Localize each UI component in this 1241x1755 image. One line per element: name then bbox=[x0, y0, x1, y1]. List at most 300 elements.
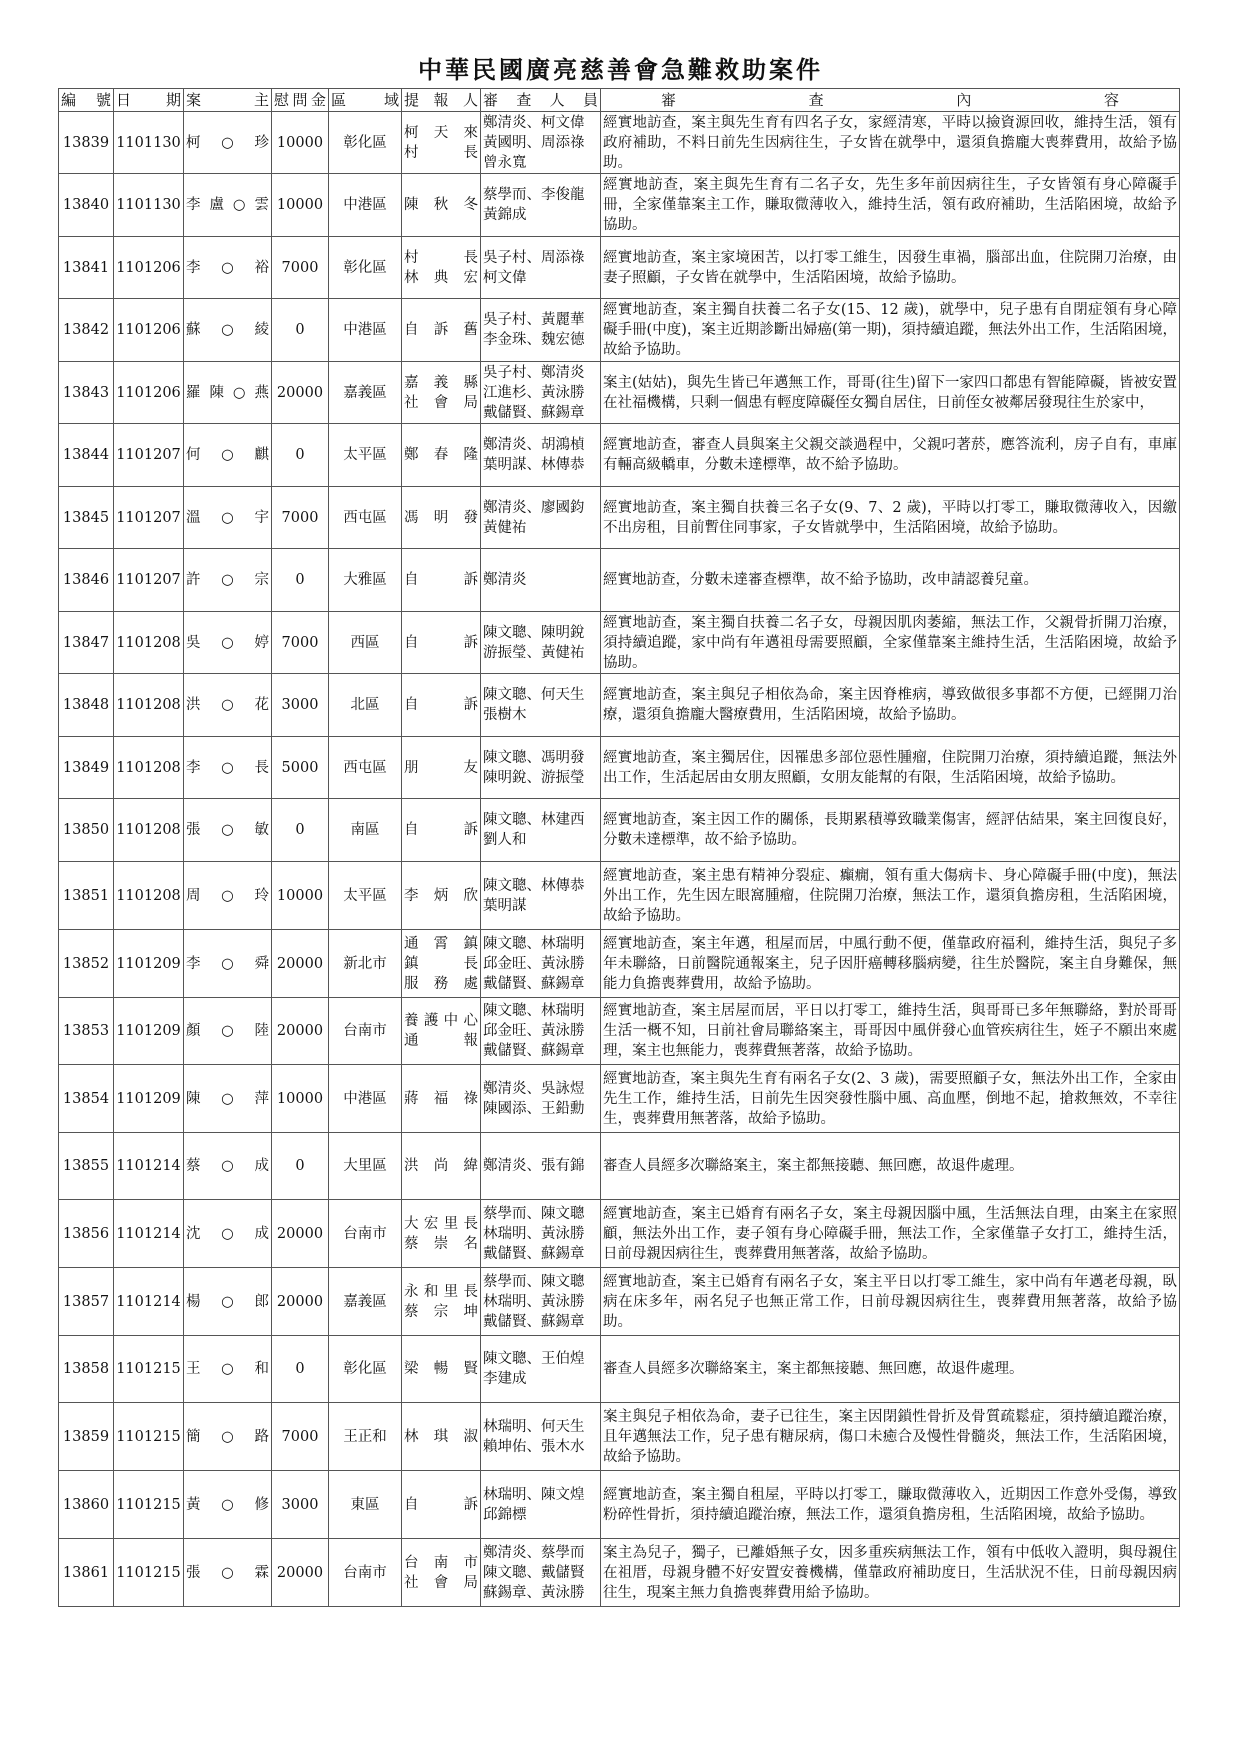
case-reporter bbox=[402, 612, 481, 674]
reviewer-line: 陳國添、王鉛勳 bbox=[483, 1100, 585, 1117]
case-client-name: 蔡○成 bbox=[184, 1133, 272, 1200]
case-amount: 10000 bbox=[272, 862, 329, 930]
case-review-detail: 案主(姑姑)，與先生皆已年邁無工作，哥哥(往生)留下一家四口都患有智能障礙，皆被安置在社福機構，只剩一個患有輕度障礙侄女獨自居住，日前侄女被鄰居發現往生於家中， bbox=[601, 362, 1180, 424]
reviewer-line: 邱錦標 bbox=[483, 1506, 527, 1523]
case-date: 1101214 bbox=[114, 1268, 184, 1336]
case-number: 13839 bbox=[59, 112, 114, 174]
case-amount: 0 bbox=[272, 1336, 329, 1403]
reporter-line: 陳秋冬 bbox=[404, 197, 478, 213]
case-reporter bbox=[402, 549, 481, 612]
case-area: 台南市 bbox=[329, 1539, 402, 1607]
header-detail: 審 查 內 容 bbox=[601, 89, 1180, 112]
case-date: 1101130 bbox=[114, 112, 184, 174]
header-name: 案 主 bbox=[184, 89, 272, 112]
table-row bbox=[59, 424, 1180, 487]
case-amount: 20000 bbox=[272, 1200, 329, 1268]
reviewer-line: 戴儲賢、蘇錫章 bbox=[483, 1313, 585, 1330]
reporter-line: 通霄鎮 bbox=[404, 935, 478, 952]
table-row bbox=[59, 299, 1180, 362]
case-reporter bbox=[402, 237, 481, 299]
case-area: 太平區 bbox=[329, 424, 402, 487]
case-area: 西屯區 bbox=[329, 737, 402, 799]
case-client-name: 楊○郎 bbox=[184, 1268, 272, 1336]
table-row bbox=[59, 487, 1180, 549]
case-review-detail: 經實地訪查，案主獨自扶養二名子女(15、12 歲)，就學中，兒子患有自閉症領有身心障礙手冊(中度)，案主近期診斷出婦癌(第一期)，須持續追蹤，無法外出工作，生活陷困境，故給予協助。 bbox=[601, 299, 1180, 362]
case-reviewers bbox=[481, 674, 601, 737]
case-review-detail: 經實地訪查，案主與先生育有二名子女，先生多年前因病往生，子女皆領有身心障礙手冊，全家僅靠案主工作，賺取微薄收入，維持生活，領有政府補助，生活陷困境，故給予協助。 bbox=[601, 174, 1180, 237]
case-client-name: 顏○陸 bbox=[184, 998, 272, 1065]
case-reporter bbox=[402, 1065, 481, 1133]
case-reviewers bbox=[481, 1471, 601, 1539]
reporter-line: 李炳欣 bbox=[404, 887, 478, 904]
case-number: 13858 bbox=[59, 1336, 114, 1403]
case-number: 13846 bbox=[59, 549, 114, 612]
reviewer-line: 林瑞明、黃泳勝 bbox=[483, 1225, 585, 1242]
table-row bbox=[59, 612, 1180, 674]
case-reporter bbox=[402, 1268, 481, 1336]
case-reviewers bbox=[481, 1336, 601, 1403]
reviewer-line: 李建成 bbox=[483, 1371, 527, 1387]
case-number: 13848 bbox=[59, 674, 114, 737]
case-area: 中港區 bbox=[329, 299, 402, 362]
reviewer-line: 蔡學而、陳文聰 bbox=[483, 1273, 585, 1290]
reporter-line: 社會局 bbox=[404, 394, 478, 411]
reviewer-line: 邱金旺、黃泳勝 bbox=[483, 955, 585, 972]
case-reporter bbox=[402, 862, 481, 930]
reporter-line: 馮明發 bbox=[404, 509, 478, 526]
case-date: 1101207 bbox=[114, 424, 184, 487]
case-reviewers bbox=[481, 487, 601, 549]
case-review-detail: 審查人員經多次聯絡案主，案主都無接聽、無回應，故退件處理。 bbox=[601, 1133, 1180, 1200]
reviewer-line: 吳子村、周添祿 bbox=[483, 249, 585, 266]
table-row bbox=[59, 1539, 1180, 1607]
reporter-line: 蔣福祿 bbox=[404, 1090, 478, 1107]
case-amount: 3000 bbox=[272, 1471, 329, 1539]
table-row bbox=[59, 362, 1180, 424]
reviewer-line: 黃健祐 bbox=[483, 519, 527, 536]
case-review-detail: 經實地訪查，案主與先生育有四名子女，家經清寒，平時以撿資源回收，維持生活，領有政府補助，不料日前先生因病往生，子女皆在就學中，還須負擔龐大喪葬費用，故給予協助。 bbox=[601, 112, 1180, 174]
case-review-detail: 經實地訪查，案主居屋而居，平日以打零工，維持生活，與哥哥已多年無聯絡，對於哥哥生活一概不知，日前社會局聯絡案主，哥哥因中風併發心血管疾病往生，姪子不願出來處理，案主也無能力，喪葬費無著落，故給予協助。 bbox=[601, 998, 1180, 1065]
case-review-detail: 經實地訪查，審查人員與案主父親交談過程中，父親叼著菸，應答流利，房子自有，車庫有輛高級轎車，分數未達標準，故不給予協助。 bbox=[601, 424, 1180, 487]
table-body bbox=[59, 112, 1180, 1607]
reviewer-line: 游振瑩、黃健祐 bbox=[483, 644, 585, 661]
table-row bbox=[59, 174, 1180, 237]
reporter-line: 嘉義縣 bbox=[404, 374, 478, 391]
case-date: 1101208 bbox=[114, 862, 184, 930]
case-number: 13860 bbox=[59, 1471, 114, 1539]
reviewer-line: 鄭清炎 bbox=[483, 572, 527, 588]
case-reviewers bbox=[481, 862, 601, 930]
case-review-detail: 經實地訪查，案主獨居住，因罹患多部位惡性腫瘤，住院開刀治療，須持續追蹤，無法外出工作，生活起居由女朋友照顧，女朋友能幫的有限，生活陷困境，故給予協助。 bbox=[601, 737, 1180, 799]
reviewer-line: 鄭清炎、胡鴻楨 bbox=[483, 437, 585, 453]
case-reporter bbox=[402, 174, 481, 237]
case-area: 中港區 bbox=[329, 174, 402, 237]
case-number: 13857 bbox=[59, 1268, 114, 1336]
reporter-line: 自 訴 bbox=[404, 822, 478, 838]
reporter-line: 服務處 bbox=[404, 975, 478, 992]
case-amount: 10000 bbox=[272, 174, 329, 237]
case-review-detail: 審查人員經多次聯絡案主，案主都無接聽、無回應，故退件處理。 bbox=[601, 1336, 1180, 1403]
case-reporter bbox=[402, 737, 481, 799]
case-date: 1101206 bbox=[114, 299, 184, 362]
reviewer-line: 鄭清炎、蔡學而 bbox=[483, 1544, 585, 1561]
case-date: 1101214 bbox=[114, 1133, 184, 1200]
reviewer-line: 陳文聰、林瑞明 bbox=[483, 1003, 585, 1019]
case-reporter bbox=[402, 1539, 481, 1607]
case-amount: 0 bbox=[272, 799, 329, 862]
case-client-name: 黃○修 bbox=[184, 1471, 272, 1539]
case-reviewers bbox=[481, 237, 601, 299]
case-reporter bbox=[402, 1471, 481, 1539]
table-row bbox=[59, 862, 1180, 930]
table-header-row bbox=[59, 89, 1180, 112]
case-reporter bbox=[402, 1200, 481, 1268]
case-amount: 7000 bbox=[272, 1403, 329, 1471]
reporter-line: 洪尚緯 bbox=[404, 1158, 478, 1174]
case-date: 1101208 bbox=[114, 674, 184, 737]
case-number: 13850 bbox=[59, 799, 114, 862]
reviewer-line: 吳子村、鄭清炎 bbox=[483, 364, 585, 381]
case-area: 大里區 bbox=[329, 1133, 402, 1200]
case-number: 13841 bbox=[59, 237, 114, 299]
case-amount: 7000 bbox=[272, 237, 329, 299]
case-review-detail: 經實地訪查，案主年邁，租屋而居，中風行動不便，僅靠政府福利，維持生活，與兒子多年未聯絡，日前醫院通報案主，兒子因肝癌轉移腦病變，往生於醫院，案主自身難保，無能力負擔喪葬費用，故給予協助。 bbox=[601, 930, 1180, 998]
reviewer-line: 鄭清炎、廖國鈞 bbox=[483, 499, 585, 516]
case-review-detail: 案主與兒子相依為命，妻子已往生，案主因閉鎖性骨折及骨質疏鬆症，須持續追蹤治療，且年邁無法工作，兒子患有糖尿病，傷口未癒合及慢性骨髓炎，無法工作，生活陷困境，故給予協助。 bbox=[601, 1403, 1180, 1471]
case-date: 1101206 bbox=[114, 362, 184, 424]
case-client-name: 王○和 bbox=[184, 1336, 272, 1403]
case-number: 13859 bbox=[59, 1403, 114, 1471]
case-review-detail: 經實地訪查，案主患有精神分裂症、癲癇，領有重大傷病卡、身心障礙手冊(中度)，無法外出工作，先生因左眼窩腫瘤，住院開刀治療，無法工作，還須負擔房租，生活陷困境，故給予協助。 bbox=[601, 862, 1180, 930]
case-reporter bbox=[402, 1403, 481, 1471]
table-row bbox=[59, 799, 1180, 862]
reviewer-line: 蘇錫章、黃泳勝 bbox=[483, 1584, 585, 1601]
reviewer-line: 葉明謀、林傳恭 bbox=[483, 457, 585, 473]
case-area: 台南市 bbox=[329, 998, 402, 1065]
table-row bbox=[59, 1133, 1180, 1200]
case-review-detail: 案主為兒子，獨子，已離婚無子女，因多重疾病無法工作，領有中低收入證明，與母親住在祖厝，母親身體不好安置安養機構，僅靠政府補助度日，生活狀況不佳，日前母親因病往生，現案主無力負擔喪葬費用給予協助。 bbox=[601, 1539, 1180, 1607]
case-area: 中港區 bbox=[329, 1065, 402, 1133]
case-number: 13847 bbox=[59, 612, 114, 674]
case-amount: 20000 bbox=[272, 1539, 329, 1607]
reporter-line: 自 訴 bbox=[404, 572, 478, 588]
case-number: 13854 bbox=[59, 1065, 114, 1133]
case-reviewers bbox=[481, 1403, 601, 1471]
case-review-detail: 經實地訪查，案主獨自扶養三名子女(9、7、2 歲)，平時以打零工，賺取微薄收入，因繳不出房租，目前暫住同事家，子女皆就學中，生活陷困境，故給予協助。 bbox=[601, 487, 1180, 549]
reviewer-line: 戴儲賢、蘇錫章 bbox=[483, 975, 585, 992]
case-amount: 5000 bbox=[272, 737, 329, 799]
case-reviewers bbox=[481, 299, 601, 362]
reviewer-line: 戴儲賢、蘇錫章 bbox=[483, 1043, 585, 1059]
reviewer-line: 鄭清炎、張有錦 bbox=[483, 1158, 585, 1174]
case-amount: 20000 bbox=[272, 930, 329, 998]
case-date: 1101209 bbox=[114, 1065, 184, 1133]
case-reviewers bbox=[481, 362, 601, 424]
reviewer-line: 陳明銳、游振瑩 bbox=[483, 769, 585, 786]
case-reviewers bbox=[481, 799, 601, 862]
case-amount: 3000 bbox=[272, 674, 329, 737]
reporter-line: 鄭春隆 bbox=[404, 447, 478, 463]
case-amount: 20000 bbox=[272, 998, 329, 1065]
case-number: 13861 bbox=[59, 1539, 114, 1607]
case-amount: 7000 bbox=[272, 612, 329, 674]
case-area: 彰化區 bbox=[329, 112, 402, 174]
case-review-detail: 經實地訪查，案主已婚育有兩名子女，案主平日以打零工維生，家中尚有年邁老母親，臥病在床多年，兩名兒子也無正常工作，日前母親因病往生，喪葬費用無著落，故給予協助。 bbox=[601, 1268, 1180, 1336]
table-row bbox=[59, 1200, 1180, 1268]
case-amount: 20000 bbox=[272, 362, 329, 424]
reporter-line: 蔡宗坤 bbox=[404, 1303, 478, 1320]
reviewer-line: 鄭清炎、柯文偉 bbox=[483, 114, 585, 131]
reporter-line: 自 訴 bbox=[404, 697, 478, 713]
table-row bbox=[59, 737, 1180, 799]
case-review-detail: 經實地訪查，案主家境困苦，以打零工維生，因發生車禍，腦部出血，住院開刀治療，由妻子照顧，子女皆在就學中，生活陷困境，故給予協助。 bbox=[601, 237, 1180, 299]
reviewer-line: 陳文聰、林瑞明 bbox=[483, 935, 585, 952]
table-row bbox=[59, 1403, 1180, 1471]
case-reviewers bbox=[481, 930, 601, 998]
reviewer-line: 吳子村、黃麗華 bbox=[483, 312, 585, 328]
case-area: 新北市 bbox=[329, 930, 402, 998]
table-row bbox=[59, 1065, 1180, 1133]
reviewer-line: 林瑞明、陳文煌 bbox=[483, 1486, 585, 1503]
relief-cases-table bbox=[58, 88, 1180, 1607]
case-reporter bbox=[402, 299, 481, 362]
case-area: 南區 bbox=[329, 799, 402, 862]
case-area: 嘉義區 bbox=[329, 362, 402, 424]
case-review-detail: 經實地訪查，案主獨自扶養二名子女，母親因肌肉萎縮，無法工作，父親骨折開刀治療，須持續追蹤，家中尚有年邁祖母需要照顧，全家僅靠案主維持生活，生活陷困境，故給予協助。 bbox=[601, 612, 1180, 674]
reporter-line: 大宏里長 bbox=[404, 1215, 478, 1232]
case-client-name: 簡○路 bbox=[184, 1403, 272, 1471]
case-reporter bbox=[402, 424, 481, 487]
case-reporter bbox=[402, 930, 481, 998]
reviewer-line: 江進杉、黃泳勝 bbox=[483, 384, 585, 401]
case-area: 王正和 bbox=[329, 1403, 402, 1471]
case-review-detail: 經實地訪查，分數未達審查標準，故不給予協助，改申請認養兒童。 bbox=[601, 549, 1180, 612]
reporter-line: 通 報 bbox=[404, 1033, 478, 1049]
case-area: 東區 bbox=[329, 1471, 402, 1539]
case-date: 1101209 bbox=[114, 930, 184, 998]
case-reporter bbox=[402, 674, 481, 737]
table-row bbox=[59, 674, 1180, 737]
case-client-name: 李○長 bbox=[184, 737, 272, 799]
reviewer-line: 陳文聰、何天生 bbox=[483, 687, 585, 703]
reviewer-line: 陳文聰、陳明銳 bbox=[483, 624, 585, 641]
reviewer-line: 陳文聰、林建西 bbox=[483, 812, 585, 828]
case-client-name: 蘇○綾 bbox=[184, 299, 272, 362]
case-date: 1101208 bbox=[114, 612, 184, 674]
table-row bbox=[59, 930, 1180, 998]
case-area: 西屯區 bbox=[329, 487, 402, 549]
reporter-line: 台南市 bbox=[404, 1554, 478, 1571]
case-reviewers bbox=[481, 1268, 601, 1336]
case-reviewers bbox=[481, 737, 601, 799]
case-client-name: 許○宗 bbox=[184, 549, 272, 612]
case-review-detail: 經實地訪查，案主因工作的關係，長期累積導致職業傷害，經評估結果，案主回復良好，分數未達標準，故不給予協助。 bbox=[601, 799, 1180, 862]
case-date: 1101207 bbox=[114, 549, 184, 612]
case-client-name: 羅陳○燕 bbox=[184, 362, 272, 424]
case-amount: 0 bbox=[272, 299, 329, 362]
case-review-detail: 經實地訪查，案主獨自租屋，平時以打零工，賺取微薄收入，近期因工作意外受傷，導致粉碎性骨折，須持續追蹤治療，無法工作，還須負擔房租，生活陷困境，故給予協助。 bbox=[601, 1471, 1180, 1539]
case-number: 13845 bbox=[59, 487, 114, 549]
case-number: 13856 bbox=[59, 1200, 114, 1268]
reviewer-line: 蔡學而、李俊龍 bbox=[483, 187, 585, 203]
header-area: 區 域 bbox=[329, 89, 402, 112]
reviewer-line: 張樹木 bbox=[483, 707, 527, 723]
case-reporter bbox=[402, 487, 481, 549]
case-amount: 0 bbox=[272, 1133, 329, 1200]
case-reviewers bbox=[481, 174, 601, 237]
table-row bbox=[59, 1268, 1180, 1336]
case-reviewers bbox=[481, 998, 601, 1065]
case-reviewers bbox=[481, 612, 601, 674]
reviewer-line: 曾永寬 bbox=[483, 154, 527, 171]
case-date: 1101215 bbox=[114, 1539, 184, 1607]
reviewer-line: 林瑞明、何天生 bbox=[483, 1418, 585, 1435]
case-area: 彰化區 bbox=[329, 237, 402, 299]
case-number: 13844 bbox=[59, 424, 114, 487]
reporter-line: 永和里長 bbox=[404, 1283, 478, 1300]
case-amount: 10000 bbox=[272, 1065, 329, 1133]
case-reporter bbox=[402, 1336, 481, 1403]
case-area: 大雅區 bbox=[329, 549, 402, 612]
case-date: 1101208 bbox=[114, 737, 184, 799]
case-date: 1101215 bbox=[114, 1336, 184, 1403]
header-reporter: 提報人 bbox=[402, 89, 481, 112]
case-client-name: 柯○珍 bbox=[184, 112, 272, 174]
case-review-detail: 經實地訪查，案主與兒子相依為命，案主因脊椎病，導致做很多事都不方便，已經開刀治療，還須負擔龐大醫療費用，生活陷困境，故給予協助。 bbox=[601, 674, 1180, 737]
case-reporter bbox=[402, 362, 481, 424]
table-row bbox=[59, 998, 1180, 1065]
page-title: 中華民國廣亮慈善會急難救助案件 bbox=[418, 56, 823, 84]
reviewer-line: 劉人和 bbox=[483, 832, 527, 848]
case-date: 1101215 bbox=[114, 1403, 184, 1471]
reviewer-line: 邱金旺、黃泳勝 bbox=[483, 1023, 585, 1039]
case-reviewers bbox=[481, 112, 601, 174]
case-date: 1101130 bbox=[114, 174, 184, 237]
case-amount: 7000 bbox=[272, 487, 329, 549]
reporter-line: 林琪淑 bbox=[404, 1428, 478, 1445]
case-reviewers bbox=[481, 1133, 601, 1200]
case-date: 1101209 bbox=[114, 998, 184, 1065]
case-reporter bbox=[402, 1133, 481, 1200]
reporter-line: 村 長 bbox=[404, 249, 478, 266]
case-date: 1101215 bbox=[114, 1471, 184, 1539]
reviewer-line: 李金珠、魏宏德 bbox=[483, 332, 585, 348]
case-client-name: 溫○宇 bbox=[184, 487, 272, 549]
case-reviewers bbox=[481, 549, 601, 612]
case-number: 13855 bbox=[59, 1133, 114, 1200]
case-amount: 20000 bbox=[272, 1268, 329, 1336]
case-area: 北區 bbox=[329, 674, 402, 737]
reporter-line: 自 訴 bbox=[404, 634, 478, 651]
case-amount: 0 bbox=[272, 424, 329, 487]
reviewer-line: 陳文聰、林傳恭 bbox=[483, 877, 585, 894]
reviewer-line: 陳文聰、戴儲賢 bbox=[483, 1564, 585, 1581]
reviewer-line: 戴儲賢、蘇錫章 bbox=[483, 1245, 585, 1262]
case-reviewers bbox=[481, 1539, 601, 1607]
case-date: 1101207 bbox=[114, 487, 184, 549]
reviewer-line: 柯文偉 bbox=[483, 269, 527, 286]
reporter-line: 蔡崇名 bbox=[404, 1235, 478, 1252]
case-area: 彰化區 bbox=[329, 1336, 402, 1403]
case-amount: 0 bbox=[272, 549, 329, 612]
case-area: 西區 bbox=[329, 612, 402, 674]
reviewer-line: 鄭清炎、吳詠煜 bbox=[483, 1080, 585, 1097]
table-row bbox=[59, 1471, 1180, 1539]
table-row bbox=[59, 1336, 1180, 1403]
case-area: 台南市 bbox=[329, 1200, 402, 1268]
case-client-name: 周○玲 bbox=[184, 862, 272, 930]
reviewer-line: 葉明謀 bbox=[483, 897, 527, 914]
case-client-name: 李○舜 bbox=[184, 930, 272, 998]
case-reporter bbox=[402, 998, 481, 1065]
case-reporter bbox=[402, 799, 481, 862]
header-amount: 慰問金 bbox=[272, 89, 329, 112]
case-amount: 10000 bbox=[272, 112, 329, 174]
table-row bbox=[59, 237, 1180, 299]
case-number: 13849 bbox=[59, 737, 114, 799]
case-number: 13851 bbox=[59, 862, 114, 930]
reporter-line: 社會局 bbox=[404, 1574, 478, 1591]
case-review-detail: 經實地訪查，案主已婚育有兩名子女，案主母親因腦中風，生活無法自理，由案主在家照顧，無法外出工作，妻子領有身心障礙手冊，無法工作，全家僅靠子女打工，維持生活，日前母親因病往生，喪葬費用無著落，故給予協助。 bbox=[601, 1200, 1180, 1268]
case-reporter bbox=[402, 112, 481, 174]
reporter-line: 梁暢賢 bbox=[404, 1361, 478, 1377]
reviewer-line: 黃錦成 bbox=[483, 207, 527, 223]
table-row bbox=[59, 549, 1180, 612]
case-client-name: 張○霖 bbox=[184, 1539, 272, 1607]
case-reviewers bbox=[481, 424, 601, 487]
case-area: 太平區 bbox=[329, 862, 402, 930]
case-reviewers bbox=[481, 1200, 601, 1268]
table-row bbox=[59, 112, 1180, 174]
reviewer-line: 賴坤佑、張木水 bbox=[483, 1438, 585, 1455]
reviewer-line: 蔡學而、陳文聰 bbox=[483, 1205, 585, 1222]
reviewer-line: 陳文聰、王伯煌 bbox=[483, 1351, 585, 1367]
case-client-name: 沈○成 bbox=[184, 1200, 272, 1268]
reviewer-line: 陳文聰、馮明發 bbox=[483, 749, 585, 766]
reviewer-line: 林瑞明、黃泳勝 bbox=[483, 1293, 585, 1310]
case-area: 嘉義區 bbox=[329, 1268, 402, 1336]
header-num: 編號 bbox=[59, 89, 114, 112]
case-client-name: 李盧○雲 bbox=[184, 174, 272, 237]
case-number: 13852 bbox=[59, 930, 114, 998]
case-number: 13842 bbox=[59, 299, 114, 362]
reporter-line: 朋 友 bbox=[404, 759, 478, 776]
reporter-line: 村 長 bbox=[404, 144, 478, 161]
reporter-line: 柯天來 bbox=[404, 124, 478, 141]
case-client-name: 吳○婷 bbox=[184, 612, 272, 674]
case-client-name: 張○敏 bbox=[184, 799, 272, 862]
case-number: 13843 bbox=[59, 362, 114, 424]
case-date: 1101206 bbox=[114, 237, 184, 299]
case-date: 1101208 bbox=[114, 799, 184, 862]
header-date: 日 期 bbox=[114, 89, 184, 112]
reviewer-line: 黃國明、周添祿 bbox=[483, 134, 585, 151]
case-client-name: 何○麒 bbox=[184, 424, 272, 487]
case-client-name: 洪○花 bbox=[184, 674, 272, 737]
reporter-line: 自 訴 bbox=[404, 1496, 478, 1513]
reporter-line: 自訴舊 bbox=[404, 322, 478, 338]
reporter-line: 鎮 長 bbox=[404, 955, 478, 972]
header-reviewers: 審查人員 bbox=[481, 89, 601, 112]
reporter-line: 林典宏 bbox=[404, 269, 478, 286]
case-number: 13853 bbox=[59, 998, 114, 1065]
case-number: 13840 bbox=[59, 174, 114, 237]
case-client-name: 李○裕 bbox=[184, 237, 272, 299]
reviewer-line: 戴儲賢、蘇錫章 bbox=[483, 404, 585, 421]
case-review-detail: 經實地訪查，案主與先生育有兩名子女(2、3 歲)，需要照顧子女，無法外出工作，全家由先生工作，維持生活，日前先生因突發性腦中風、高血壓，倒地不起，搶救無效，不幸往生，喪葬費用無著落，故給予協助。 bbox=[601, 1065, 1180, 1133]
case-reviewers bbox=[481, 1065, 601, 1133]
case-date: 1101214 bbox=[114, 1200, 184, 1268]
